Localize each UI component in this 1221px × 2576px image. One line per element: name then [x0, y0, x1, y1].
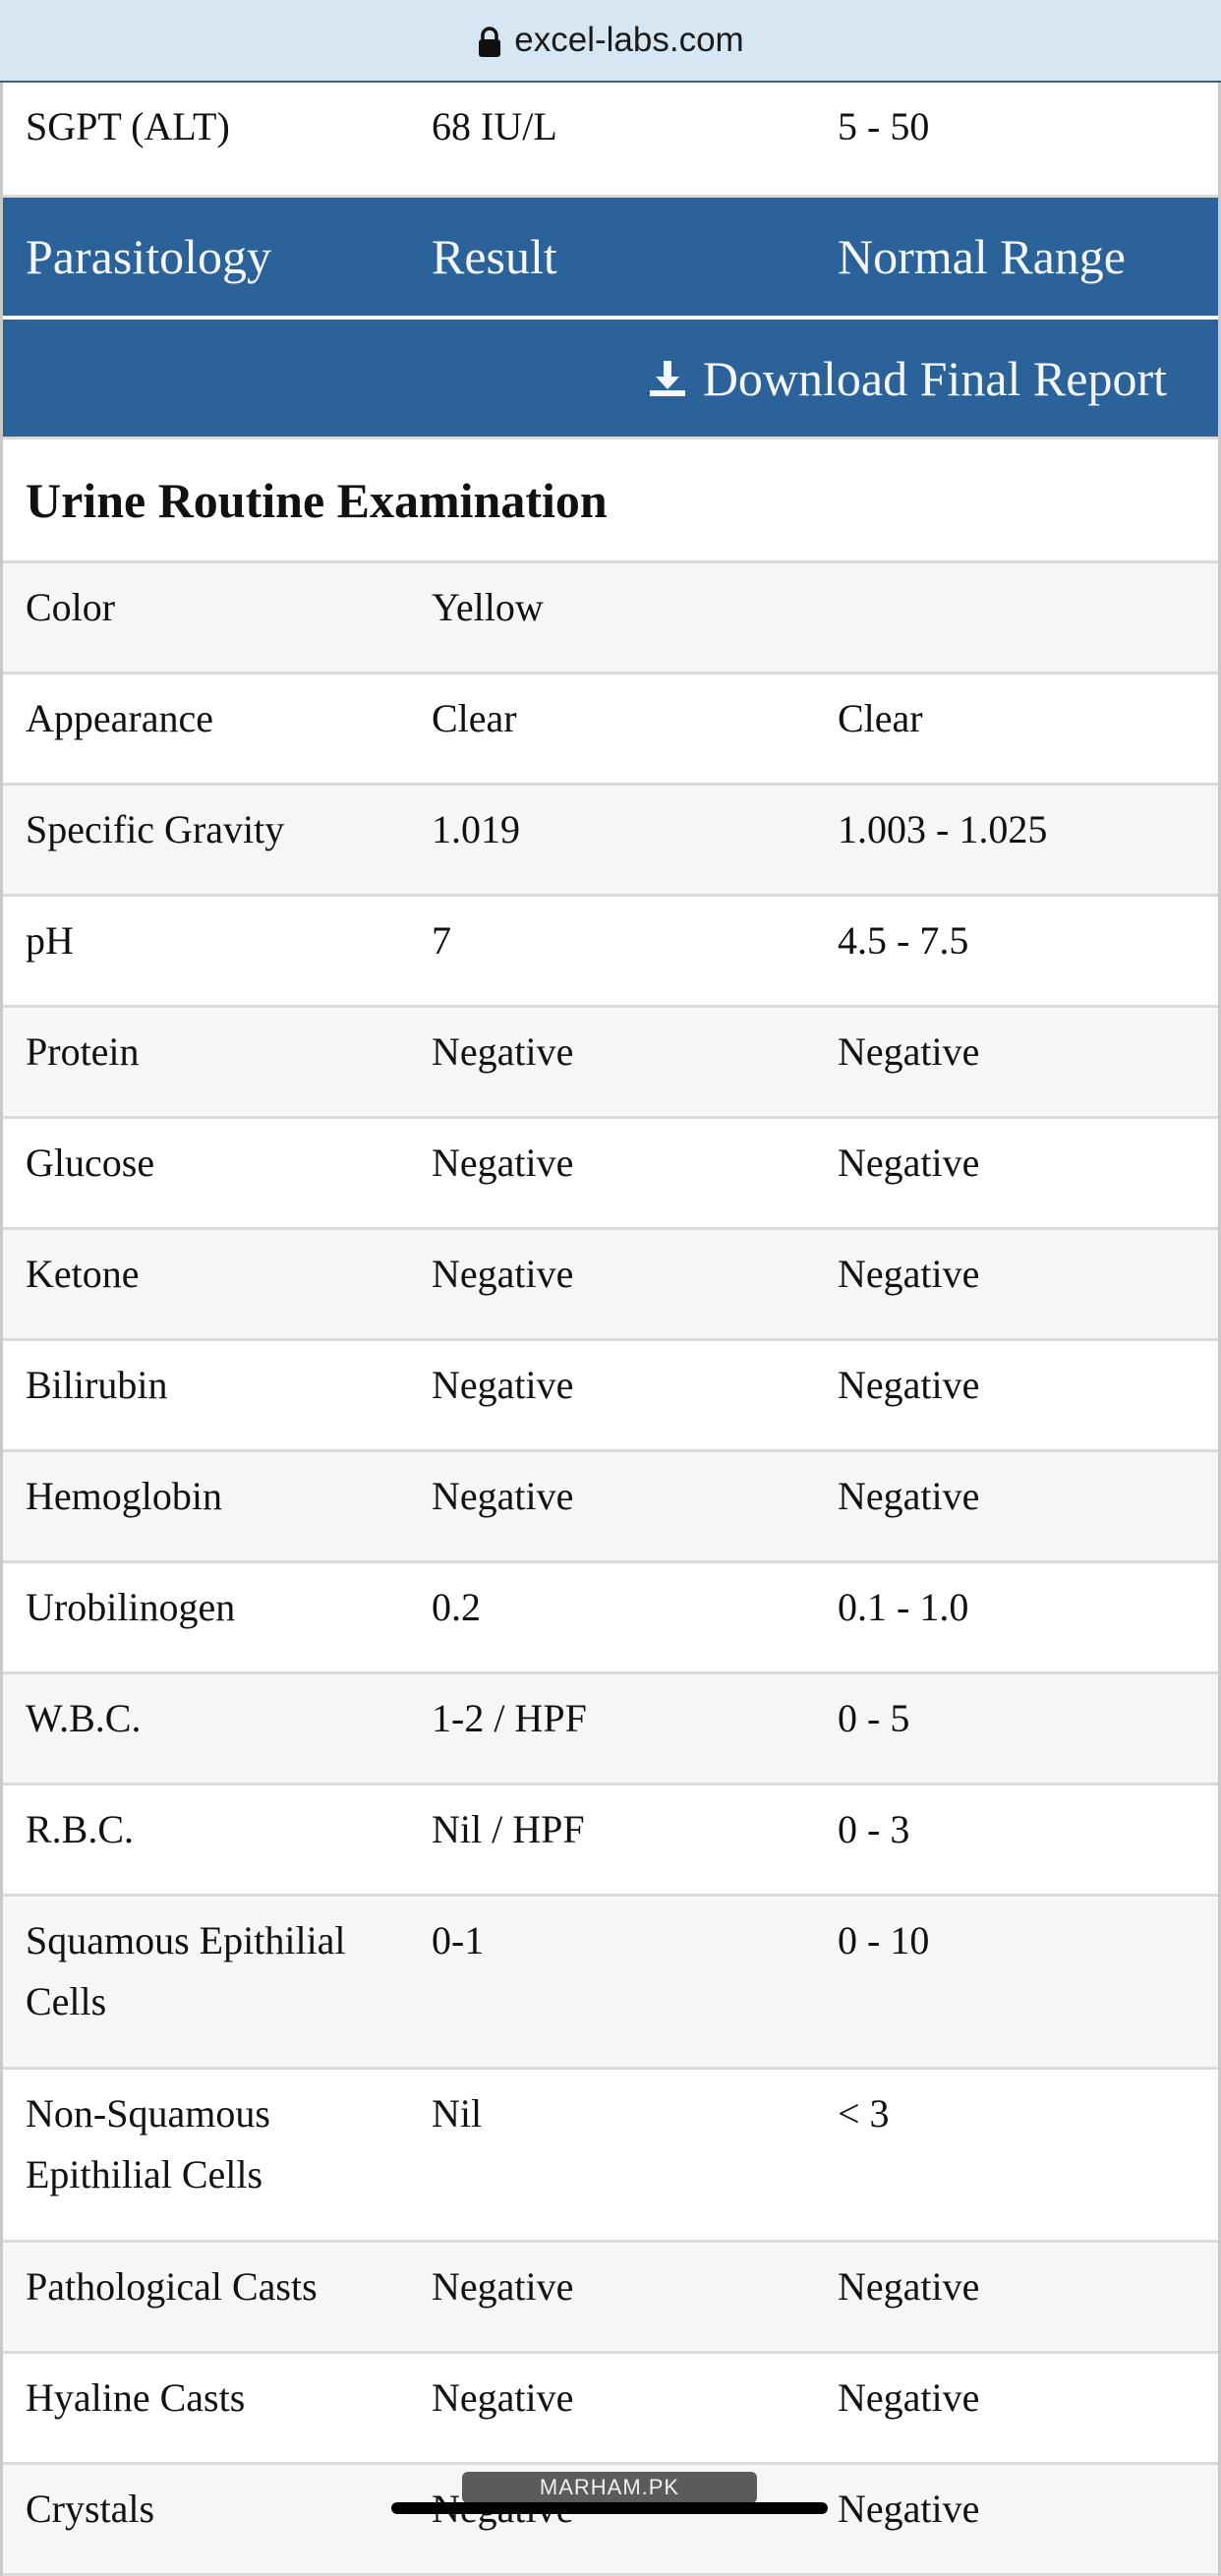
table-row [3, 1674, 1218, 1786]
table-row [3, 897, 1218, 1008]
test-name: Pathological Casts [26, 2264, 318, 2309]
normal-range: Negative [838, 1029, 980, 1074]
table-row [3, 1341, 1218, 1452]
test-result: Negative [432, 1252, 574, 1296]
test-result: Negative [432, 2375, 574, 2420]
test-name: Non-Squamous Epithilial Cells [26, 2091, 270, 2196]
normal-range: 0 - 3 [838, 1807, 910, 1851]
table-row [3, 2354, 1218, 2465]
table-row [3, 674, 1218, 786]
normal-range: Clear [838, 696, 923, 740]
normal-range: 4.5 - 7.5 [838, 918, 969, 963]
test-name: SGPT (ALT) [26, 104, 230, 148]
normal-range: 1.003 - 1.025 [838, 807, 1048, 851]
normal-range: 0.1 - 1.0 [838, 1585, 969, 1629]
normal-range: Negative [838, 2264, 980, 2309]
test-name: Appearance [26, 696, 213, 740]
download-icon [648, 359, 687, 398]
test-name: Squamous Epithilial Cells [26, 1918, 346, 2023]
test-name: Protein [26, 1029, 140, 1074]
table-row [3, 786, 1218, 897]
watermark: MARHAM.PK [462, 2472, 757, 2503]
normal-range: Negative [838, 1363, 980, 1407]
test-name: Hemoglobin [26, 1474, 222, 1518]
test-result: 0.2 [432, 1585, 481, 1629]
normal-range: 0 - 10 [838, 1918, 930, 1962]
header-normal-range: Normal Range [838, 229, 1126, 284]
table-row [3, 1786, 1218, 1897]
table-row [3, 2243, 1218, 2354]
table-header [3, 198, 1218, 320]
test-name: Urobilinogen [26, 1585, 236, 1629]
table-row [3, 563, 1218, 674]
test-name: Crystals [26, 2487, 155, 2531]
test-name: Hyaline Casts [26, 2375, 246, 2420]
normal-range: 0 - 5 [838, 1696, 910, 1740]
table-row [3, 1008, 1218, 1119]
normal-range: Negative [838, 2487, 980, 2531]
normal-range: 5 - 50 [838, 104, 930, 148]
url-text: excel-labs.com [514, 21, 744, 59]
table-row [3, 1230, 1218, 1341]
table-row [3, 1452, 1218, 1563]
normal-range [815, 563, 1218, 672]
test-result: Clear [432, 696, 517, 740]
table-row [3, 2070, 1218, 2243]
table-row [3, 1563, 1218, 1674]
home-indicator[interactable] [391, 2502, 828, 2514]
test-result: Negative [432, 1363, 574, 1407]
table-row [3, 83, 1218, 198]
table-row [3, 1897, 1218, 2070]
normal-range: Negative [838, 1474, 980, 1518]
test-result: Nil / HPF [432, 1807, 585, 1851]
normal-range: Negative [838, 1252, 980, 1296]
test-name: Ketone [26, 1252, 140, 1296]
test-result: Negative [432, 1141, 574, 1185]
test-name: Specific Gravity [26, 807, 285, 851]
test-result: Negative [432, 2264, 574, 2309]
test-result: 1-2 / HPF [432, 1696, 587, 1740]
test-result: Negative [432, 1029, 574, 1074]
download-report-button[interactable] [3, 320, 1218, 439]
browser-url-bar[interactable] [0, 0, 1221, 83]
test-result: Nil [432, 2091, 483, 2136]
test-name: Bilirubin [26, 1363, 168, 1407]
test-result: 7 [432, 918, 451, 963]
section-title: Urine Routine Examination [3, 439, 1218, 563]
test-result: 68 IU/L [432, 104, 557, 148]
test-result: 1.019 [432, 807, 520, 851]
test-name: Glucose [26, 1141, 155, 1185]
lab-results-table [0, 83, 1221, 2576]
test-name: Color [26, 585, 116, 629]
test-name: R.B.C. [26, 1807, 135, 1851]
test-name: W.B.C. [26, 1696, 142, 1740]
header-result: Result [432, 229, 557, 284]
header-parasitology: Parasitology [26, 229, 271, 284]
normal-range: Negative [838, 2375, 980, 2420]
download-label: Download Final Report [702, 350, 1167, 406]
table-row [3, 1119, 1218, 1230]
test-result: Yellow [432, 585, 544, 629]
test-result: Negative [432, 1474, 574, 1518]
normal-range: Negative [838, 1141, 980, 1185]
lock-icon [477, 27, 502, 58]
normal-range: < 3 [838, 2091, 890, 2136]
test-name: pH [26, 918, 74, 963]
test-result: 0-1 [432, 1918, 485, 1962]
